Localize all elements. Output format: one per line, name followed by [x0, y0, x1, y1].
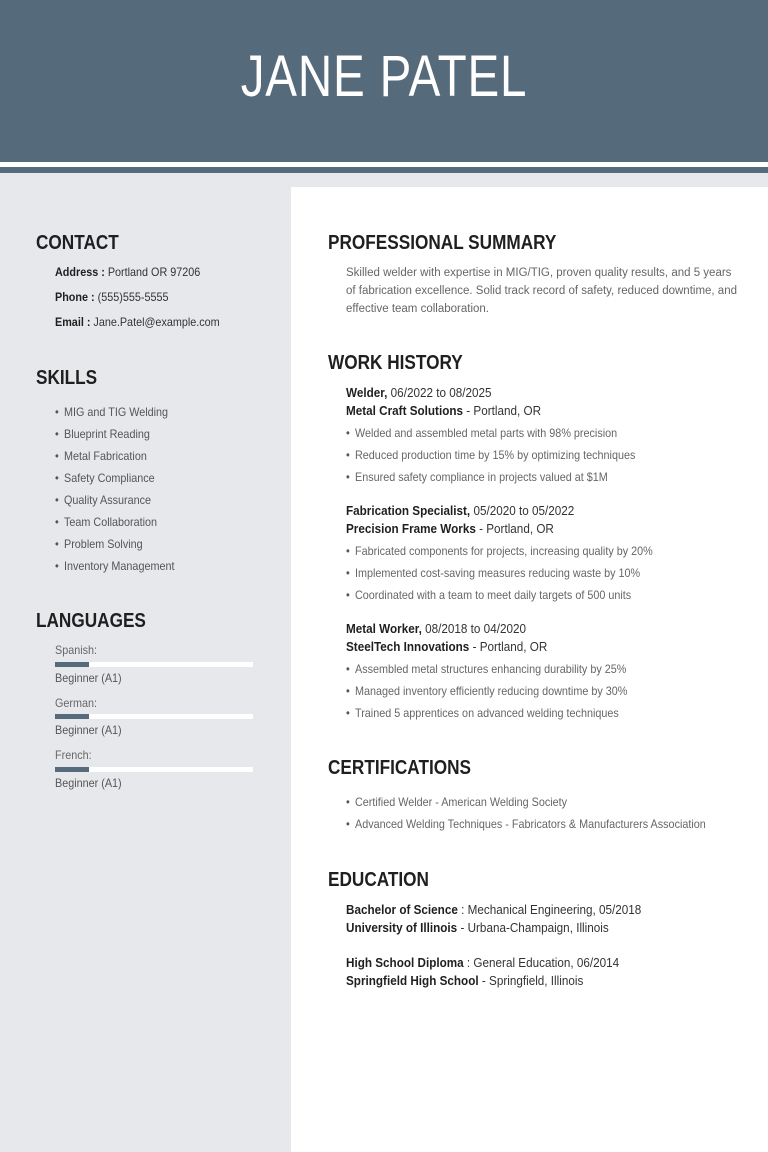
language-bar-fill — [55, 662, 89, 667]
job-bullet: • Fabricated components for projects, increasing quality by 20% — [346, 544, 653, 558]
skills-list — [55, 402, 188, 578]
job-company: Precision Frame Works - Portland, OR — [346, 521, 554, 536]
phone-label: Phone : — [55, 290, 95, 304]
job-title: Fabrication Specialist, 05/2020 to 05/2022 — [346, 503, 575, 518]
job-bullet: • Implemented cost-saving measures reducing waste by 10% — [346, 566, 641, 580]
job-bullets — [346, 659, 659, 725]
contact-heading: CONTACT — [36, 232, 119, 254]
job-title: Welder, 06/2022 to 08/2025 — [346, 385, 492, 400]
address-label: Address : — [55, 265, 105, 279]
skill-item: • Quality Assurance — [55, 493, 152, 507]
summary-text: Skilled welder with expertise in MIG/TIG, proven quality results, and 5 years of fabrication excellence. Solid track record of safety, reduced downtime, and effective team collaboration. — [346, 267, 737, 315]
education-degree: Bachelor of Science : Mechanical Engineering, 05/2018 — [346, 902, 642, 917]
certifications-heading: CERTIFICATIONS — [328, 757, 472, 779]
certification-item: • Advanced Welding Techniques - Fabricators & Manufacturers Association — [346, 817, 706, 831]
job-bullet: • Welded and assembled metal parts with 98% precision — [346, 426, 618, 440]
skill-item: • Metal Fabrication — [55, 449, 147, 463]
education-school: University of Illinois - Urbana-Champaign, Illinois — [346, 920, 609, 935]
work-history-heading: WORK HISTORY — [328, 352, 463, 374]
skill-item: • Inventory Management — [55, 559, 175, 573]
certification-list — [346, 792, 746, 836]
job-bullet: • Managed inventory efficiently reducing downtime by 30% — [346, 684, 628, 698]
language-bar-spanish — [55, 662, 253, 667]
skill-item: • Problem Solving — [55, 537, 143, 551]
job-bullet: • Assembled metal structures enhancing durability by 25% — [346, 662, 627, 676]
skill-item: • Safety Compliance — [55, 471, 155, 485]
skill-item: • Team Collaboration — [55, 515, 158, 529]
email-value: Jane.Patel@example.com — [93, 315, 220, 329]
candidate-name: JANE PATEL — [240, 44, 528, 109]
job-bullet: • Trained 5 apprentices on advanced welding techniques — [346, 706, 619, 720]
header-band — [0, 173, 768, 187]
skill-item: • Blueprint Reading — [55, 427, 150, 441]
address-value: Portland OR 97206 — [107, 265, 201, 279]
language-bar-fill — [55, 767, 89, 772]
education-school: Springfield High School - Springfield, Illinois — [346, 973, 584, 988]
contact-email — [55, 315, 220, 329]
summary-heading: PROFESSIONAL SUMMARY — [328, 232, 557, 254]
job-bullet: • Coordinated with a team to meet daily targets of 500 units — [346, 588, 632, 602]
resume-header — [0, 0, 768, 162]
job-bullets — [346, 423, 668, 489]
language-name-spanish: Spanish: — [55, 643, 98, 657]
language-name-french: French: — [55, 748, 92, 762]
language-level-french: Beginner (A1) — [55, 776, 122, 790]
job-bullet: • Ensured safety compliance in projects valued at $1M — [346, 470, 608, 484]
job-company: SteelTech Innovations - Portland, OR — [346, 639, 548, 654]
skill-item: • MIG and TIG Welding — [55, 405, 169, 419]
certification-item: • Certified Welder - American Welding Society — [346, 795, 568, 809]
sidebar — [0, 187, 291, 1152]
language-level-spanish: Beginner (A1) — [55, 671, 122, 685]
job-title: Metal Worker, 08/2018 to 04/2020 — [346, 621, 526, 636]
language-level-german: Beginner (A1) — [55, 723, 122, 737]
language-bar-french — [55, 767, 253, 772]
email-label: Email : — [55, 315, 91, 329]
language-name-german: German: — [55, 696, 98, 710]
phone-value: (555)555-5555 — [97, 290, 169, 304]
skills-heading: SKILLS — [36, 367, 98, 389]
languages-heading: LANGUAGES — [36, 610, 146, 632]
job-bullets — [346, 541, 687, 607]
education-degree: High School Diploma : General Education, 06/2014 — [346, 955, 620, 970]
job-bullet: • Reduced production time by 15% by optimizing techniques — [346, 448, 636, 462]
job-company: Metal Craft Solutions - Portland, OR — [346, 403, 542, 418]
language-bar-german — [55, 714, 253, 719]
education-heading: EDUCATION — [328, 869, 429, 891]
language-bar-fill — [55, 714, 89, 719]
contact-address — [55, 265, 200, 279]
contact-phone — [55, 290, 168, 304]
